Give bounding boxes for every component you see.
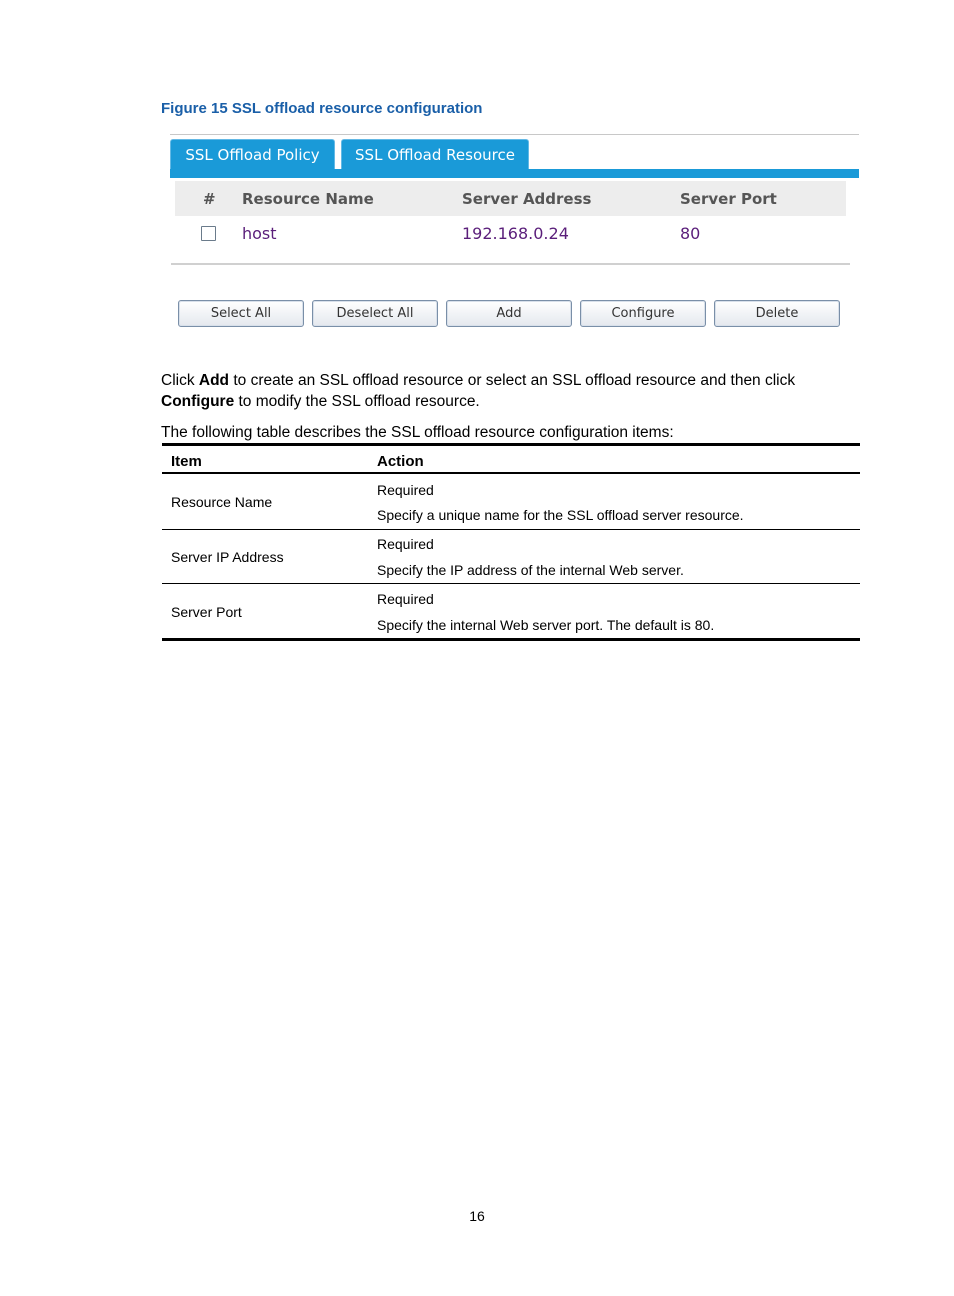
table-top-rule [162,443,860,446]
row-server-address: 192.168.0.24 [462,224,569,243]
tab-ssl-offload-resource[interactable]: SSL Offload Resource [341,139,529,170]
figure-caption: Figure 15 SSL offload resource configuration [161,100,483,117]
table-cell-action: Specify the IP address of the internal Web server. [377,562,684,578]
page-number: 16 [469,1208,485,1224]
grid-divider [171,263,850,265]
table-intro-paragraph: The following table describes the SSL offload resource configuration items: [161,424,674,441]
frame-divider [170,134,859,135]
configure-button[interactable]: Configure [580,300,706,327]
table-cell-action: Required [377,591,434,607]
table-header-rule [162,472,860,474]
tab-bar [170,169,859,178]
table-row-divider [162,529,860,530]
para-text: to modify the SSL offload resource. [234,393,480,410]
row-select-checkbox[interactable] [201,226,216,241]
instruction-paragraph [161,370,871,412]
tab-ssl-offload-policy[interactable]: SSL Offload Policy [170,139,335,170]
column-header-number: # [203,190,216,208]
table-cell-action: Required [377,536,434,552]
para-bold-configure: Configure [161,393,235,410]
deselect-all-button[interactable]: Deselect All [312,300,438,327]
table-cell-item: Server IP Address [171,549,284,565]
table-row-divider [162,583,860,584]
add-button[interactable]: Add [446,300,572,327]
table-cell-action: Specify the internal Web server port. The default is 80. [377,617,715,633]
column-header-server-address: Server Address [462,190,592,208]
table-bottom-rule [162,638,860,641]
table-header-action: Action [377,453,424,470]
table-cell-action: Required [377,482,434,498]
para-bold-add: Add [198,372,230,389]
table-header-item: Item [171,453,202,470]
table-cell-item: Server Port [171,604,242,620]
delete-button[interactable]: Delete [714,300,840,327]
column-header-resource-name: Resource Name [242,190,374,208]
para-text: to create an SSL offload resource or select an SSL offload resource and then click [229,372,796,389]
table-cell-action: Specify a unique name for the SSL offload server resource. [377,507,744,523]
para-text: Click [161,372,199,389]
select-all-button[interactable]: Select All [178,300,304,327]
row-server-port: 80 [680,224,701,243]
table-cell-item: Resource Name [171,494,273,510]
row-resource-name: host [242,224,277,243]
column-header-server-port: Server Port [680,190,777,208]
